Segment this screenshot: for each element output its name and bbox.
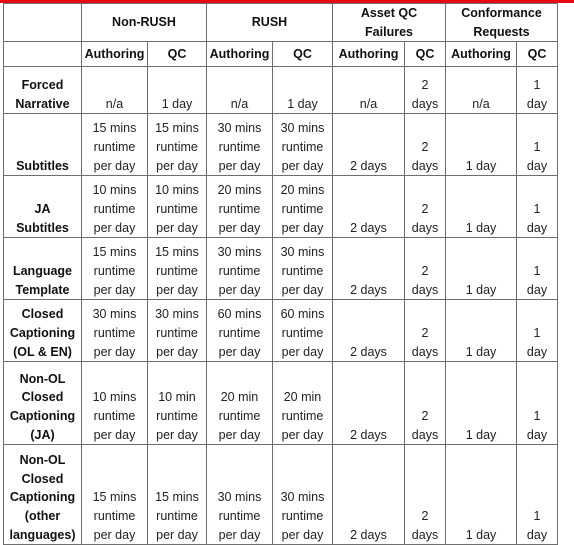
table-row <box>4 67 558 114</box>
table-cell: 1 day <box>273 67 333 114</box>
table-cell: 1 day <box>446 238 517 300</box>
table-row <box>4 362 558 445</box>
table-cell: 1 day <box>517 362 558 445</box>
group-header-nonrush: Non-RUSH <box>82 4 207 42</box>
table-body <box>4 67 558 545</box>
table-cell: 15 mins runtime per day <box>82 445 148 545</box>
table-cell: 30 mins runtime per day <box>207 114 273 176</box>
table-cell: 1 day <box>517 67 558 114</box>
table-cell: 1 day <box>148 67 207 114</box>
table-cell: 15 mins runtime per day <box>148 238 207 300</box>
subheader-cell: Authoring <box>333 42 405 67</box>
table-cell: 2 days <box>333 238 405 300</box>
table-cell: n/a <box>82 67 148 114</box>
table-cell: 20 mins runtime per day <box>207 176 273 238</box>
subheader-row <box>4 42 558 67</box>
table-cell: 2 days <box>405 362 446 445</box>
table-cell: 2 days <box>333 300 405 362</box>
table-cell: 10 min runtime per day <box>148 362 207 445</box>
table-cell: 60 mins runtime per day <box>207 300 273 362</box>
group-header-rush: RUSH <box>207 4 333 42</box>
table-cell: 15 mins runtime per day <box>82 114 148 176</box>
table-cell: 10 mins runtime per day <box>82 176 148 238</box>
table-cell: 1 day <box>446 300 517 362</box>
row-label: Closed Captioning (OL & EN) <box>4 300 82 362</box>
table-cell: 1 day <box>517 176 558 238</box>
table-cell: 2 days <box>405 176 446 238</box>
table-cell: 30 mins runtime per day <box>273 238 333 300</box>
table-cell: 1 day <box>446 176 517 238</box>
table-cell: 60 mins runtime per day <box>273 300 333 362</box>
table-cell: 2 days <box>405 300 446 362</box>
subheader-cell: Authoring <box>207 42 273 67</box>
table-cell: 10 mins runtime per day <box>148 176 207 238</box>
subheader-cell: QC <box>405 42 446 67</box>
table-row <box>4 176 558 238</box>
table-cell: 30 mins runtime per day <box>148 300 207 362</box>
table-cell: 20 min runtime per day <box>273 362 333 445</box>
table-cell: 2 days <box>333 114 405 176</box>
table-cell: 2 days <box>333 445 405 545</box>
subheader-cell: Authoring <box>446 42 517 67</box>
table-cell: 1 day <box>446 114 517 176</box>
table-cell: 15 mins runtime per day <box>82 238 148 300</box>
table-cell: n/a <box>333 67 405 114</box>
table-cell: 1 day <box>517 445 558 545</box>
table-cell: n/a <box>446 67 517 114</box>
table-row <box>4 445 558 545</box>
subheader-cell: Authoring <box>82 42 148 67</box>
table-cell: 1 day <box>517 300 558 362</box>
subheader-cell: QC <box>148 42 207 67</box>
table-cell: 30 mins runtime per day <box>273 114 333 176</box>
table-cell: 15 mins runtime per day <box>148 445 207 545</box>
table-cell: 30 mins runtime per day <box>207 238 273 300</box>
row-label: Language Template <box>4 238 82 300</box>
table-cell: 20 min runtime per day <box>207 362 273 445</box>
corner-cell <box>4 4 82 42</box>
subheader-cell: QC <box>273 42 333 67</box>
corner-cell-2 <box>4 42 82 67</box>
table-row <box>4 300 558 362</box>
table-cell: 2 days <box>405 114 446 176</box>
group-header-asset-qc: Asset QC Failures <box>333 4 446 42</box>
table-row <box>4 238 558 300</box>
table-cell: 1 day <box>517 114 558 176</box>
row-label: Non-OL Closed Captioning (JA) <box>4 362 82 445</box>
table-cell: 30 mins runtime per day <box>82 300 148 362</box>
table-cell: 30 mins runtime per day <box>207 445 273 545</box>
table-cell: 2 days <box>405 445 446 545</box>
table-cell: n/a <box>207 67 273 114</box>
row-label: Subtitles <box>4 114 82 176</box>
table-cell: 2 days <box>405 238 446 300</box>
table-cell: 1 day <box>446 445 517 545</box>
table-cell: 1 day <box>446 362 517 445</box>
group-header-conformance: Conformance Requests <box>446 4 558 42</box>
subheader-cell: QC <box>517 42 558 67</box>
turnaround-table <box>3 3 558 545</box>
table-cell: 30 mins runtime per day <box>273 445 333 545</box>
table-cell: 1 day <box>517 238 558 300</box>
group-header-row <box>4 4 558 42</box>
table-cell: 2 days <box>333 362 405 445</box>
row-label: Non-OL Closed Captioning (other languages) <box>4 445 82 545</box>
table-row <box>4 114 558 176</box>
table-cell: 2 days <box>333 176 405 238</box>
row-label: JA Subtitles <box>4 176 82 238</box>
row-label: Forced Narrative <box>4 67 82 114</box>
table-cell: 20 mins runtime per day <box>273 176 333 238</box>
table-cell: 10 mins runtime per day <box>82 362 148 445</box>
table-cell: 2 days <box>405 67 446 114</box>
table-cell: 15 mins runtime per day <box>148 114 207 176</box>
